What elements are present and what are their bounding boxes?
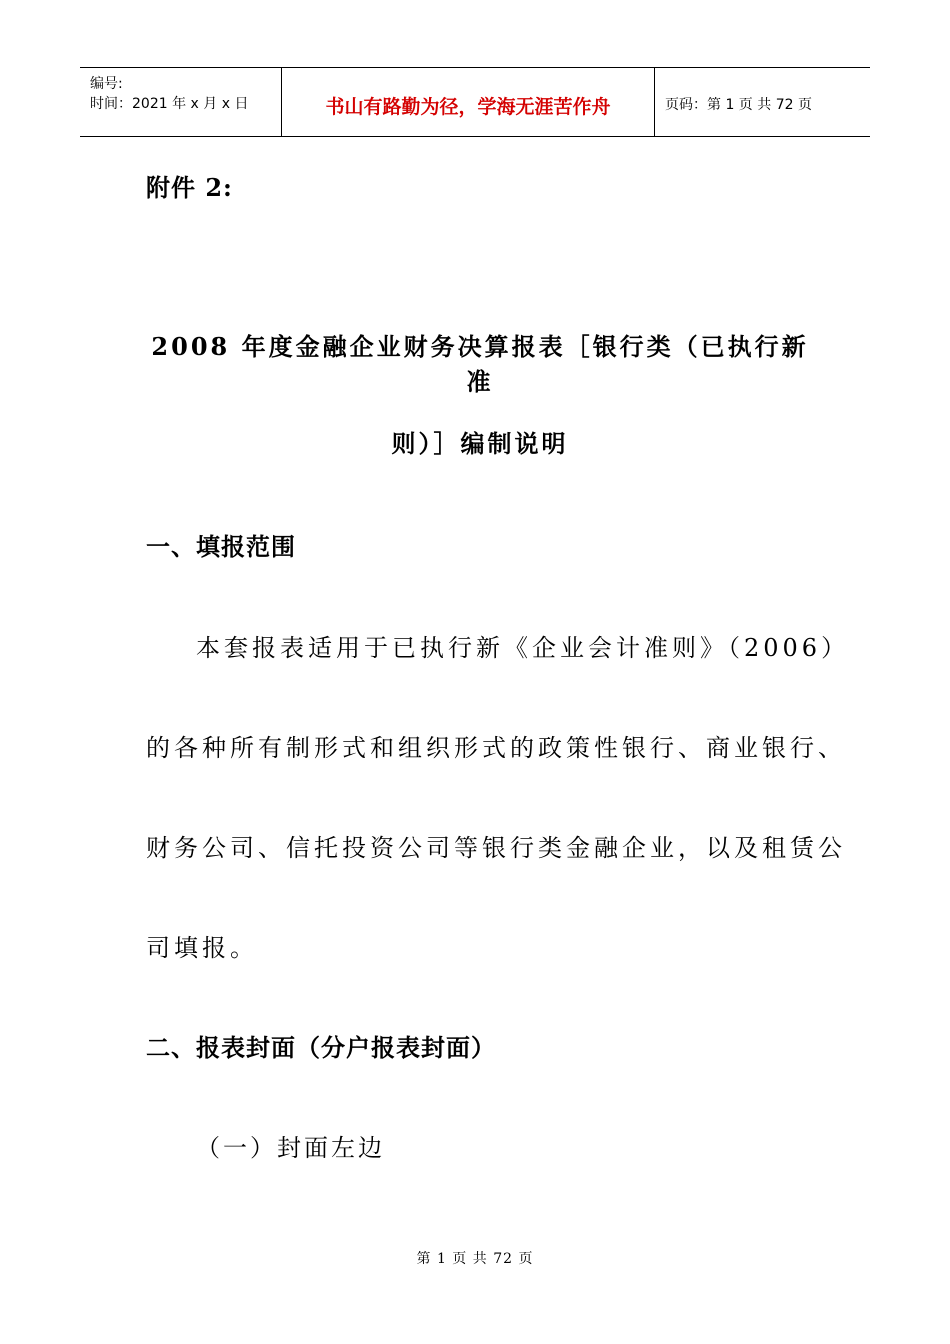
section-2-heading: 二、报表封面（分户报表封面）: [146, 1033, 496, 1062]
subsection-heading: （一）封面左边: [196, 1134, 385, 1162]
header-time-label: 时间：2021 年 x 月 x 日: [90, 96, 249, 112]
document-header: [80, 67, 870, 137]
attachment-label: 附件 2:: [146, 173, 233, 202]
document-title-line-1: 2008 年度金融企业财务决算报表［银行类（已执行新准: [151, 332, 809, 396]
section-1-paragraph-line: 的各种所有制形式和组织形式的政策性银行、商业银行、: [146, 734, 846, 762]
page-footer: 第 1 页 共 72 页: [416, 1251, 534, 1267]
document-title-line-2: 则）］编制说明: [391, 429, 569, 458]
header-meta: [80, 68, 282, 136]
header-page-info: 页码：第 1 页 共 72 页: [665, 97, 812, 113]
section-1-paragraph-line: 财务公司、信托投资公司等银行类金融企业，以及租赁公: [146, 834, 846, 862]
header-number-label: 编号:: [90, 76, 123, 92]
section-1-paragraph-line: 司填报。: [146, 934, 258, 962]
section-1-paragraph-line: 本套报表适用于已执行新《企业会计准则》（2006）: [196, 634, 850, 662]
header-motto: 书山有路勤为径，学海无涯苦作舟: [282, 68, 655, 136]
section-1-heading: 一、填报范围: [146, 532, 296, 561]
